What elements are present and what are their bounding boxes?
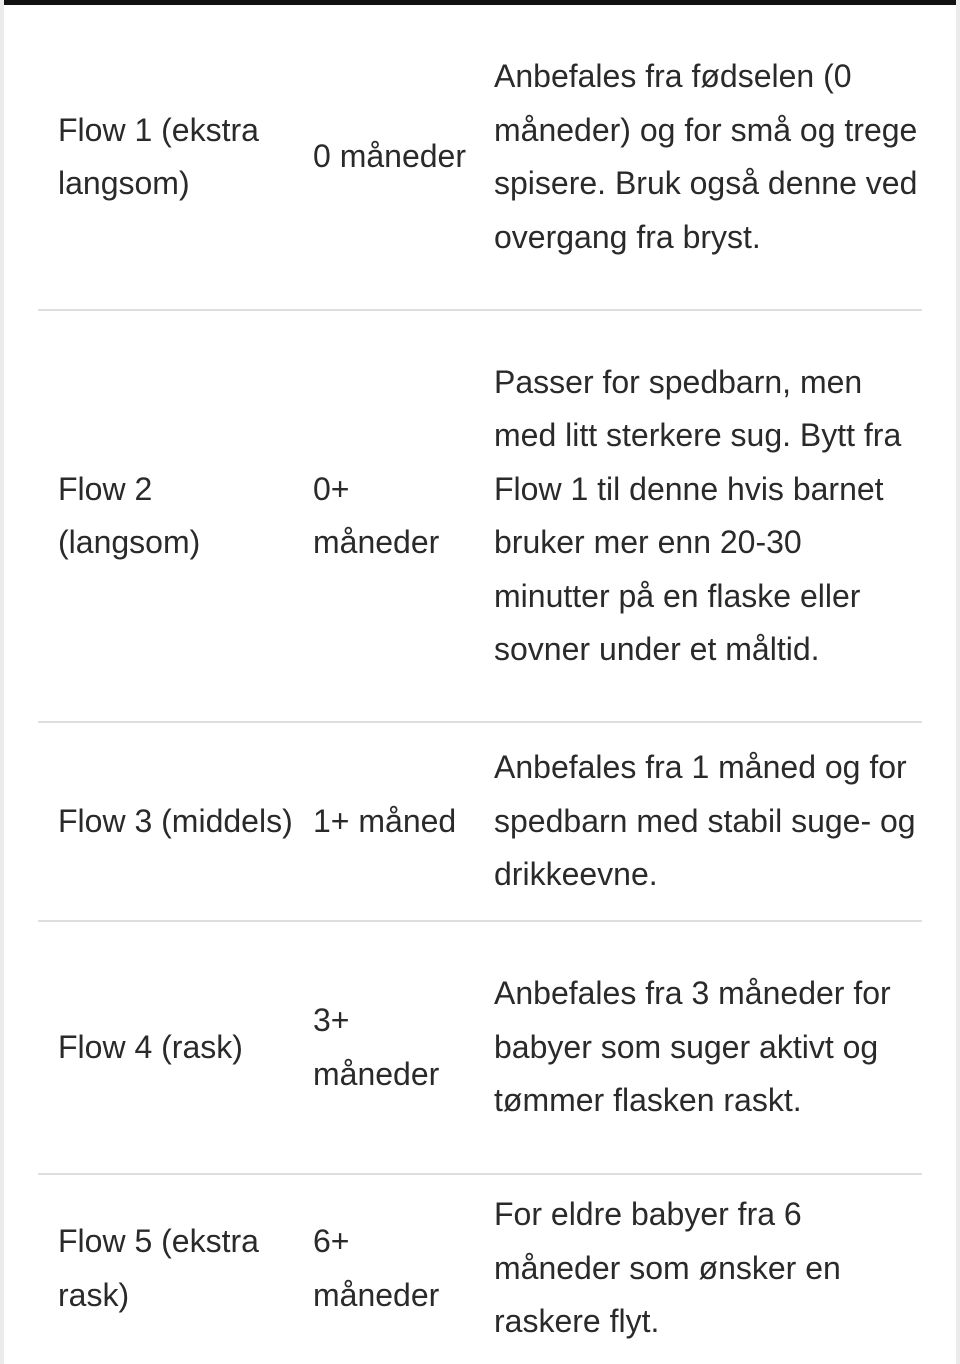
description-cell <box>494 311 920 721</box>
table-row <box>38 1175 922 1362</box>
age-cell <box>313 311 473 721</box>
left-edge <box>0 0 4 1364</box>
table-row <box>38 922 922 1175</box>
age-cell <box>313 1175 473 1362</box>
age-cell <box>313 723 473 920</box>
flow-name: Flow 5 (ekstra rask) <box>58 1223 259 1313</box>
age-text: 0 måneder <box>313 138 466 175</box>
description-cell <box>494 1175 920 1362</box>
description-cell <box>494 5 920 309</box>
description-text: For eldre babyer fra 6 måneder som ønsker en raskere flyt. <box>494 1196 841 1340</box>
description-text: Anbefales fra 1 måned og for spedbarn med stabil suge- og drikkeevne. <box>494 749 916 893</box>
description-text: Anbefales fra 3 måneder for babyer som suger aktivt og tømmer flasken raskt. <box>494 975 891 1119</box>
age-cell <box>313 922 473 1173</box>
table-row <box>38 5 922 311</box>
flow-name: Flow 2 (langsom) <box>58 470 201 560</box>
age-text: 3+ måneder <box>313 1002 440 1092</box>
flow-name: Flow 3 (middels) <box>58 802 293 839</box>
table-row <box>38 311 922 723</box>
description-text: Passer for spedbarn, men med litt sterkere sug. Bytt fra Flow 1 til denne hvis barnet bruker mer enn 20-30 minutter på en flaske eller sovner under et måltid. <box>494 363 902 667</box>
flow-name: Flow 4 (rask) <box>58 1028 243 1065</box>
age-text: 0+ måneder <box>313 470 440 560</box>
right-edge <box>956 0 960 1364</box>
flow-name-cell <box>58 5 298 309</box>
flow-name-cell <box>58 922 298 1173</box>
age-cell <box>313 5 473 309</box>
description-text: Anbefales fra fødselen (0 måneder) og for små og trege spisere. Bruk også denne ved overgang fra bryst. <box>494 58 918 255</box>
description-cell <box>494 922 920 1173</box>
table-row <box>38 723 922 922</box>
age-text: 1+ måned <box>313 802 457 839</box>
age-text: 6+ måneder <box>313 1223 440 1313</box>
flow-name-cell <box>58 311 298 721</box>
description-cell <box>494 723 920 920</box>
flow-name-cell <box>58 723 298 920</box>
flow-name-cell <box>58 1175 298 1362</box>
flow-name: Flow 1 (ekstra langsom) <box>58 111 259 201</box>
